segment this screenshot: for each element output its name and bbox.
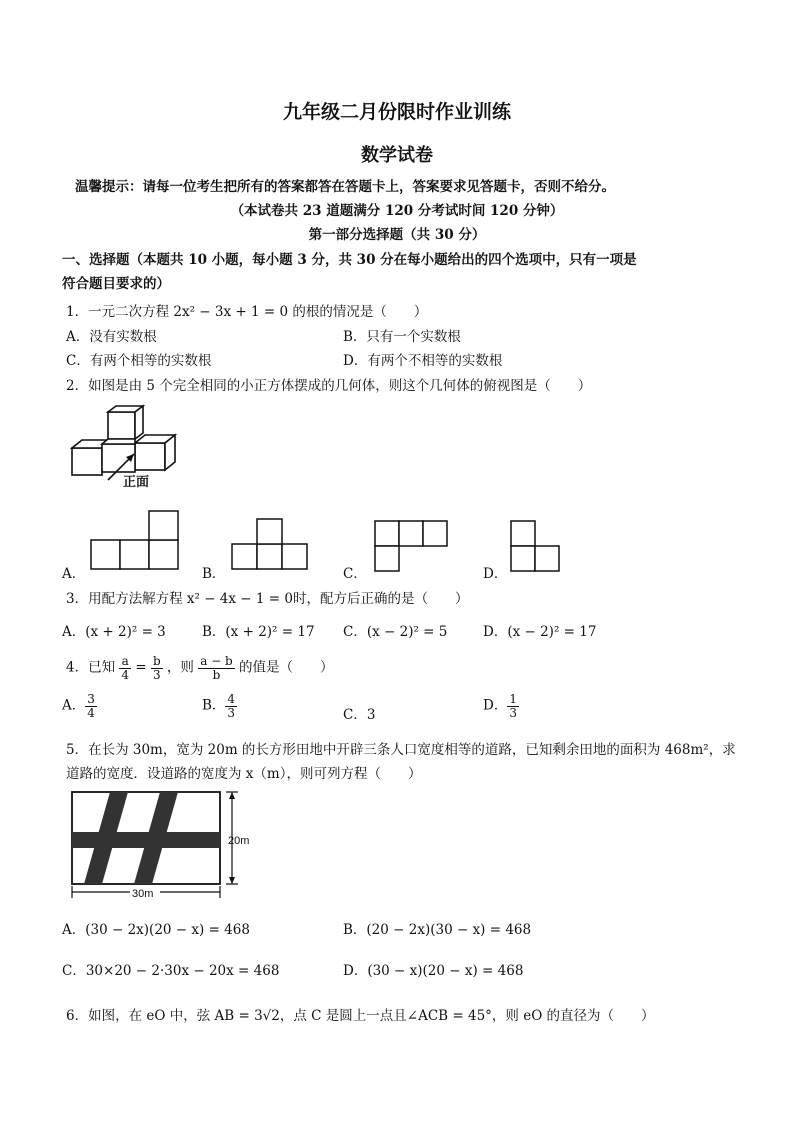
q5-width-label: 30m: [132, 888, 154, 900]
q3-option-d: D．(x − 2)² = 17: [483, 624, 597, 640]
q1-option-a: A．没有实数根: [66, 329, 157, 345]
section-heading-line1: 一、选择题（本题共 10 小题，每小题 3 分，共 30 分在每小题给出的四个选项中，只有一项是: [62, 252, 637, 268]
exam-subtitle: 数学试卷: [361, 145, 433, 166]
q5-option-d: D．(30 − x)(20 − x) = 468: [343, 963, 524, 979]
q2-front-label: 正面: [123, 474, 150, 489]
q4-frac-a4: $\frac{a}{4}$: [121, 654, 130, 682]
q2-option-c-figure: [374, 520, 450, 572]
q1-text: 1．一元二次方程 2x² − 3x + 1 = 0 的根的情况是（ ）: [66, 304, 428, 320]
q4-mid: ，则: [166, 659, 194, 676]
q5-option-a: A．(30 − 2x)(20 − x) = 468: [62, 922, 250, 938]
q6-text: 6．如图，在 eO 中，弦 AB = 3√2，点 C 是圆上一点且∠ACB = 45°，则 eO 的直径为（ ）: [66, 1008, 655, 1024]
q4-prefix: 4．已知: [66, 659, 116, 676]
section-heading-line2: 符合题目要求的）: [62, 276, 170, 292]
q3-option-a: A．(x + 2)² = 3: [62, 624, 166, 640]
q3-option-c: C．(x − 2)² = 5: [343, 624, 448, 640]
q4-option-d: D． $\frac{1}{3}$: [483, 692, 517, 720]
q4-option-c: C．3: [343, 707, 376, 723]
q4-frac-amb-b: $\frac{a - b}{b}$: [200, 654, 233, 682]
q2-option-b-figure: [231, 518, 311, 570]
q1-option-d: D．有两个不相等的实数根: [343, 353, 503, 369]
q4-suffix: 的值是（ ）: [239, 659, 334, 676]
q4-option-b: B． $\frac{4}{3}$: [202, 692, 236, 720]
q2-option-c-label: C．: [343, 566, 367, 582]
q5-option-b: B．(20 − 2x)(30 − x) = 468: [343, 922, 532, 938]
q2-option-b-label: B．: [202, 566, 226, 582]
q5-text-line1: 5．在长为 30m，宽为 20m 的长方形田地中开辟三条人口宽度相等的道路，已知剩余田地的面积为 468m²，求: [66, 742, 736, 758]
part-title: 第一部分选择题（共 30 分）: [308, 227, 486, 243]
q2-text: 2．如图是由 5 个完全相同的小正方体摆成的几何体，则这个几何体的俯视图是（ ）: [66, 378, 592, 394]
exam-title: 九年级二月份限时作业训练: [282, 101, 511, 123]
q2-option-a-figure: [90, 510, 180, 570]
q5-field-figure: [68, 788, 253, 908]
q1-option-c: C．有两个相等的实数根: [66, 353, 212, 369]
q2-cube-figure: [68, 404, 183, 494]
q4-eq: =: [135, 659, 147, 676]
q3-text: 3．用配方法解方程 x² − 4x − 1 = 0时，配方后正确的是（ ）: [66, 591, 469, 607]
q2-option-d-figure: [510, 520, 562, 572]
q5-text-line2: 道路的宽度．设道路的宽度为 x（m），则可列方程（ ）: [66, 766, 422, 782]
q4-frac-b3: $\frac{b}{3}$: [152, 654, 161, 682]
q5-option-c: C．30×20 − 2·30x − 20x = 468: [62, 963, 280, 979]
q1-option-b: B．只有一个实数根: [343, 329, 461, 345]
q5-height-label: 20m: [228, 835, 250, 847]
q2-option-a-label: A．: [62, 566, 86, 582]
q4-text: [66, 655, 334, 681]
notice-text: 温馨提示：请每一位考生把所有的答案都答在答题卡上，答案要求见答题卡，否则不给分。: [75, 179, 615, 195]
q3-option-b: B．(x + 2)² = 17: [202, 624, 315, 640]
exam-info: （本试卷共 23 道题满分 120 分考试时间 120 分钟）: [230, 203, 564, 219]
q2-option-d-label: D．: [483, 566, 508, 582]
q4-option-a: A． $\frac{3}{4}$: [62, 692, 95, 720]
